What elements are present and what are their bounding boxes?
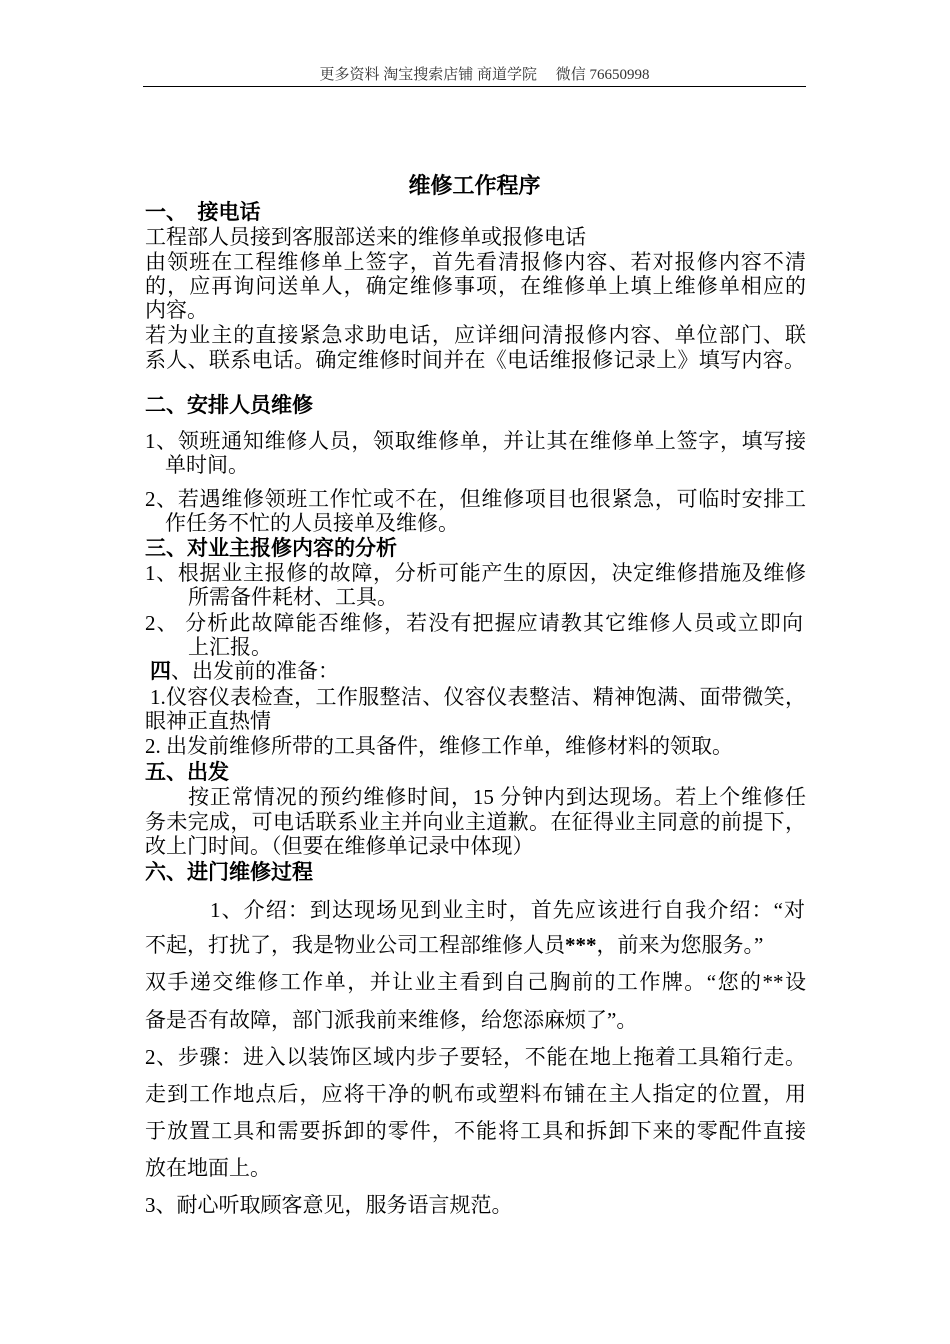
section-heading-5: 五、出发 xyxy=(145,760,229,784)
paragraph-line: 2、步骤：进入以装饰区域内步子要轻，不能在地上拖着工具箱行走。 xyxy=(145,1045,806,1069)
paragraph-line: 备是否有故障，部门派我前来维修，给您添麻烦了”。 xyxy=(145,1008,638,1032)
section-heading-2: 二、安排人员维修 xyxy=(145,393,313,417)
list-item-line: 2. 出发前维修所带的工具备件，维修工作单，维修材料的领取。 xyxy=(145,734,733,758)
paragraph-line: 的，应再询问送单人，确定维修事项，在维修单上填上维修单相应的 xyxy=(145,274,806,298)
paragraph-line: 改上门时间。（但要在维修单记录中体现） xyxy=(145,834,534,858)
list-item-line: 1、领班通知维修人员，领取维修单，并让其在维修单上签字，填写接 xyxy=(145,429,806,453)
paragraph-line: 3、耐心听取顾客意见，服务语言规范。 xyxy=(145,1193,513,1217)
paragraph-line: 内容。 xyxy=(145,298,208,322)
line-text: 不起，打扰了，我是物业公司工程部维修人员 xyxy=(145,933,565,957)
paragraph-line: 按正常情况的预约维修时间，15 分钟内到达现场。若上个维修任 xyxy=(188,785,806,809)
list-item-line: 上汇报。 xyxy=(188,635,272,659)
paragraph-line: 工程部人员接到客服部送来的维修单或报修电话 xyxy=(145,225,586,249)
section-heading-4 xyxy=(150,659,339,683)
list-item-line: 眼神正直热情 xyxy=(145,709,271,733)
paragraph-line: 务未完成，可电话联系业主并向业主道歉。在征得业主同意的前提下， xyxy=(145,810,806,834)
paragraph-line: 放在地面上。 xyxy=(145,1156,271,1180)
list-item-line: 作任务不忙的人员接单及维修。 xyxy=(165,511,459,535)
paragraph-line: 系人、联系电话。确定维修时间并在《电话维报修记录上》填写内容。 xyxy=(145,348,805,372)
paragraph-line: 于放置工具和需要拆卸的零件，不能将工具和拆卸下来的零配件直接 xyxy=(145,1119,806,1143)
paragraph-line: 双手递交维修工作单，并让业主看到自己胸前的工作牌。“您的**设 xyxy=(145,970,806,994)
header-divider xyxy=(143,86,806,87)
list-item-line: 2、若遇维修领班工作忙或不在，但维修项目也很紧急，可临时安排工 xyxy=(145,487,806,511)
paragraph-line: 1、介绍：到达现场见到业主时，首先应该进行自我介绍：“对 xyxy=(210,898,805,922)
section-heading-text: 、出发前的准备： xyxy=(171,659,339,683)
name-placeholder: *** xyxy=(565,933,597,957)
paragraph-line: 走到工作地点后，应将干净的帆布或塑料布铺在主人指定的位置，用 xyxy=(145,1082,806,1106)
line-text: ，前来为您服务。” xyxy=(596,933,764,957)
list-item-line: 1.仪容仪表检查，工作服整洁、仪容仪表整洁、精神饱满、面带微笑， xyxy=(150,685,806,709)
document-title: 维修工作程序 xyxy=(408,173,541,198)
section-heading-number: 四 xyxy=(150,659,171,683)
section-heading-3: 三、对业主报修内容的分析 xyxy=(145,536,397,560)
list-item-line: 2、 分析此故障能否维修，若没有把握应请教其它维修人员或立即向 xyxy=(145,611,803,635)
list-item-line: 1、根据业主报修的故障，分析可能产生的原因，决定维修措施及维修 xyxy=(145,561,806,585)
list-item-line: 所需备件耗材、工具。 xyxy=(188,585,398,609)
section-heading-6: 六、进门维修过程 xyxy=(145,860,313,884)
page-header: 更多资料 淘宝搜索店铺 商道学院 微信 76650998 xyxy=(319,67,650,83)
list-item-line: 单时间。 xyxy=(165,453,249,477)
paragraph-line xyxy=(145,933,763,957)
paragraph-line: 由领班在工程维修单上签字，首先看清报修内容、若对报修内容不清 xyxy=(145,250,806,274)
paragraph-line: 若为业主的直接紧急求助电话，应详细问清报修内容、单位部门、联 xyxy=(145,323,806,347)
section-heading-1: 一、 接电话 xyxy=(145,200,261,224)
